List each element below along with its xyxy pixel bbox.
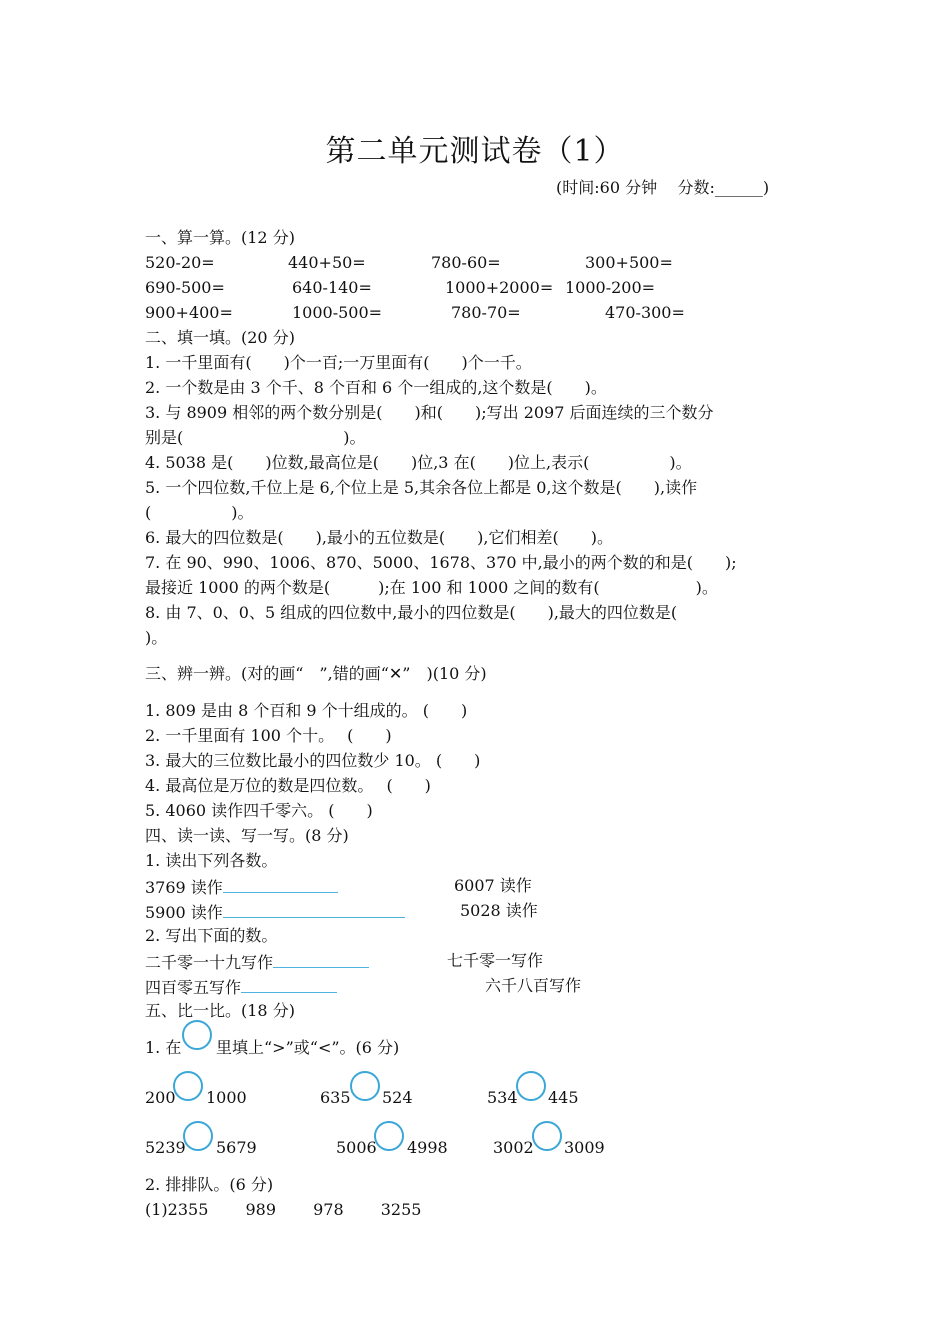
compare-right: 4998 xyxy=(407,1138,448,1157)
compare-circle[interactable] xyxy=(532,1121,562,1151)
time-label: (时间:60 分钟 xyxy=(556,178,658,197)
compare-circle[interactable] xyxy=(183,1121,213,1151)
compare-right: 3009 xyxy=(564,1138,605,1157)
calc-item: 300+500= xyxy=(585,253,673,272)
circle-icon xyxy=(182,1020,212,1050)
read-label: 3769 读作 xyxy=(145,878,223,897)
calc-item: 780-70= xyxy=(451,303,521,322)
compare-left: 200 xyxy=(145,1088,176,1107)
read-row-1-left xyxy=(145,876,338,898)
answer-line[interactable] xyxy=(223,901,405,918)
calc-item: 440+50= xyxy=(288,253,366,272)
write-label: 六千八百写作 xyxy=(485,976,582,995)
answer-line[interactable] xyxy=(223,876,338,893)
fill-q4: 4. 5038 是( )位数,最高位是( )位,3 在( )位上,表示( )。 xyxy=(145,453,692,472)
write-subheading: 2. 写出下面的数。 xyxy=(145,926,278,945)
calc-item: 1000+2000= xyxy=(445,278,554,297)
section-3-heading: 三、辨一辨。(对的画“ ”,错的画“✕” )(10 分) xyxy=(145,664,487,683)
fill-q7-line1: 7. 在 90、990、1006、870、5000、1678、370 中,最小的两个数的和是( ); xyxy=(145,553,737,572)
calc-item: 690-500= xyxy=(145,278,225,297)
calc-item: 640-140= xyxy=(292,278,372,297)
exam-meta xyxy=(556,178,769,198)
calc-item: 470-300= xyxy=(605,303,685,322)
section-4-heading: 四、读一读、写一写。(8 分) xyxy=(145,826,349,845)
calc-item: 1000-200= xyxy=(565,278,656,297)
compare-instruction-end: 里填上“>”或“<”。(6 分) xyxy=(216,1038,400,1057)
write-label: 七千零一写作 xyxy=(447,951,544,970)
write-label: 二千零一十九写作 xyxy=(145,953,274,972)
fill-q6: 6. 最大的四位数是( ),最小的五位数是( ),它们相差( )。 xyxy=(145,528,613,547)
fill-q1: 1. 一千里面有( )个一百;一万里面有( )个一千。 xyxy=(145,353,532,372)
judge-item-2: 2. 一千里面有 100 个十。 ( ) xyxy=(145,726,392,745)
fill-q7-line2: 最接近 1000 的两个数是( );在 100 和 1000 之间的数有( )。 xyxy=(145,578,718,597)
judge-item-1: 1. 809 是由 8 个百和 9 个十组成的。 ( ) xyxy=(145,701,468,720)
fill-q3-line2: 别是( )。 xyxy=(145,428,366,447)
compare-left: 5239 xyxy=(145,1138,186,1157)
fill-q5-line2: ( )。 xyxy=(145,503,254,522)
compare-left: 5006 xyxy=(336,1138,377,1157)
judge-item-5: 5. 4060 读作四千零六。 ( ) xyxy=(145,801,373,820)
calc-item: 520-20= xyxy=(145,253,215,272)
write-label: 四百零五写作 xyxy=(145,978,242,997)
compare-circle[interactable] xyxy=(350,1071,380,1101)
page-title: 第二单元测试卷（1） xyxy=(325,134,625,169)
read-subheading: 1. 读出下列各数。 xyxy=(145,851,278,870)
section-1-heading: 一、算一算。(12 分) xyxy=(145,228,295,247)
score-field[interactable]: 分数:______) xyxy=(677,178,770,197)
section-2-heading: 二、填一填。(20 分) xyxy=(145,328,295,347)
read-row-2-left xyxy=(145,901,405,923)
read-label: 5900 读作 xyxy=(145,903,223,922)
compare-circle[interactable] xyxy=(374,1121,404,1151)
compare-right: 1000 xyxy=(206,1088,247,1107)
fill-q2: 2. 一个数是由 3 个千、8 个百和 6 个一组成的,这个数是( )。 xyxy=(145,378,607,397)
read-label: 6007 读作 xyxy=(454,876,532,895)
calc-item: 900+400= xyxy=(145,303,233,322)
answer-line[interactable] xyxy=(241,976,337,993)
compare-right: 5679 xyxy=(216,1138,257,1157)
compare-circle[interactable] xyxy=(516,1071,546,1101)
calc-item: 1000-500= xyxy=(292,303,383,322)
compare-right: 524 xyxy=(382,1088,413,1107)
compare-left: 635 xyxy=(320,1088,351,1107)
write-row-1-left xyxy=(145,951,369,973)
compare-right: 445 xyxy=(548,1088,579,1107)
calc-item: 780-60= xyxy=(431,253,501,272)
fill-q8-line2: )。 xyxy=(145,628,168,647)
order-row-1: (1)2355 989 978 3255 xyxy=(145,1200,422,1219)
judge-item-3: 3. 最大的三位数比最小的四位数少 10。 ( ) xyxy=(145,751,481,770)
order-subheading: 2. 排排队。(6 分) xyxy=(145,1175,274,1194)
fill-q3-line1: 3. 与 8909 相邻的两个数分别是( )和( );写出 2097 后面连续的三个数分 xyxy=(145,403,714,422)
answer-line[interactable] xyxy=(273,951,369,968)
fill-q5-line1: 5. 一个四位数,千位上是 6,个位上是 5,其余各位上都是 0,这个数是( ),读作 xyxy=(145,478,698,497)
read-label: 5028 读作 xyxy=(460,901,538,920)
compare-left: 534 xyxy=(487,1088,518,1107)
compare-instruction-start: 1. 在 xyxy=(145,1038,182,1057)
section-5-heading: 五、比一比。(18 分) xyxy=(145,1001,295,1020)
write-row-2-left xyxy=(145,976,337,998)
compare-left: 3002 xyxy=(493,1138,534,1157)
fill-q8-line1: 8. 由 7、0、0、5 组成的四位数中,最小的四位数是( ),最大的四位数是( xyxy=(145,603,678,622)
judge-item-4: 4. 最高位是万位的数是四位数。 ( ) xyxy=(145,776,431,795)
compare-circle[interactable] xyxy=(173,1071,203,1101)
